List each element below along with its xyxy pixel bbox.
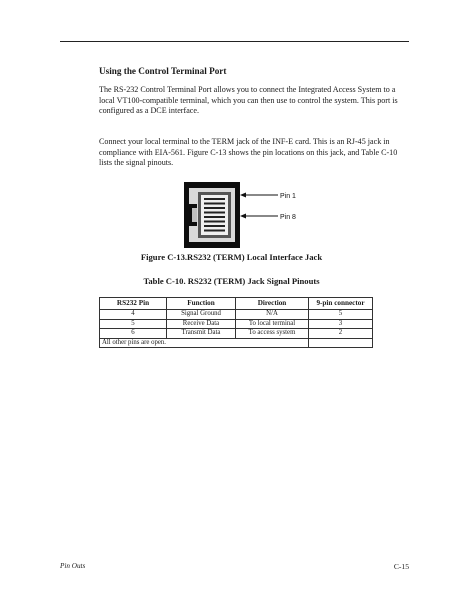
cell-empty xyxy=(309,338,373,348)
rj45-jack-figure xyxy=(184,180,304,250)
pin8-arrow-icon xyxy=(240,214,246,219)
header-rs232-pin: RS232 Pin xyxy=(100,298,167,310)
header-9pin-connector: 9-pin connector xyxy=(309,298,373,310)
table-title: Table C-10. RS232 (TERM) Jack Signal Pinouts xyxy=(143,276,320,286)
table-row xyxy=(100,329,373,339)
table-note: All other pins are open. xyxy=(100,338,309,348)
footer-page-number: C-15 xyxy=(393,562,409,571)
intro-paragraph: The RS-232 Control Terminal Port allows you to connect the Integrated Access System to a local VT100-compatible terminal, which you can then use to control the system. This port is configured as a DCE interface. xyxy=(99,85,398,116)
pin1-label: Pin 1 xyxy=(280,193,296,200)
cell-pin: 5 xyxy=(100,319,167,329)
cell-9pin: 3 xyxy=(309,319,373,329)
connection-paragraph: Connect your local terminal to the TERM jack of the INF-E card. This is an RJ-45 jack in compliance with EIA-561. Figure C-13 shows the pin locations on this jack, and Table C-10 lists the signal pinouts. xyxy=(99,137,398,168)
cell-function: Signal Ground xyxy=(167,310,236,320)
cell-pin: 6 xyxy=(100,329,167,339)
cell-direction: To access system xyxy=(236,329,309,339)
cell-9pin: 2 xyxy=(309,329,373,339)
pinout-table xyxy=(99,297,373,348)
pin1-arrow-icon xyxy=(240,193,246,198)
footer-chapter: Pin Outs xyxy=(60,562,86,570)
table-header-row xyxy=(100,298,373,310)
table-row xyxy=(100,319,373,329)
cell-pin: 4 xyxy=(100,310,167,320)
cell-9pin: 5 xyxy=(309,310,373,320)
cell-direction: To local terminal xyxy=(236,319,309,329)
section-title: Using the Control Terminal Port xyxy=(99,66,227,76)
table-row xyxy=(100,310,373,320)
header-direction: Direction xyxy=(236,298,309,310)
pin8-label: Pin 8 xyxy=(280,214,296,221)
table-note-row xyxy=(100,338,373,348)
cell-function: Receive Data xyxy=(167,319,236,329)
cell-function: Transmit Data xyxy=(167,329,236,339)
header-function: Function xyxy=(167,298,236,310)
header-rule xyxy=(60,41,409,42)
figure-caption: Figure C-13.RS232 (TERM) Local Interface Jack xyxy=(140,252,323,262)
rj45-jack-drawing xyxy=(184,180,304,250)
cell-direction: N/A xyxy=(236,310,309,320)
